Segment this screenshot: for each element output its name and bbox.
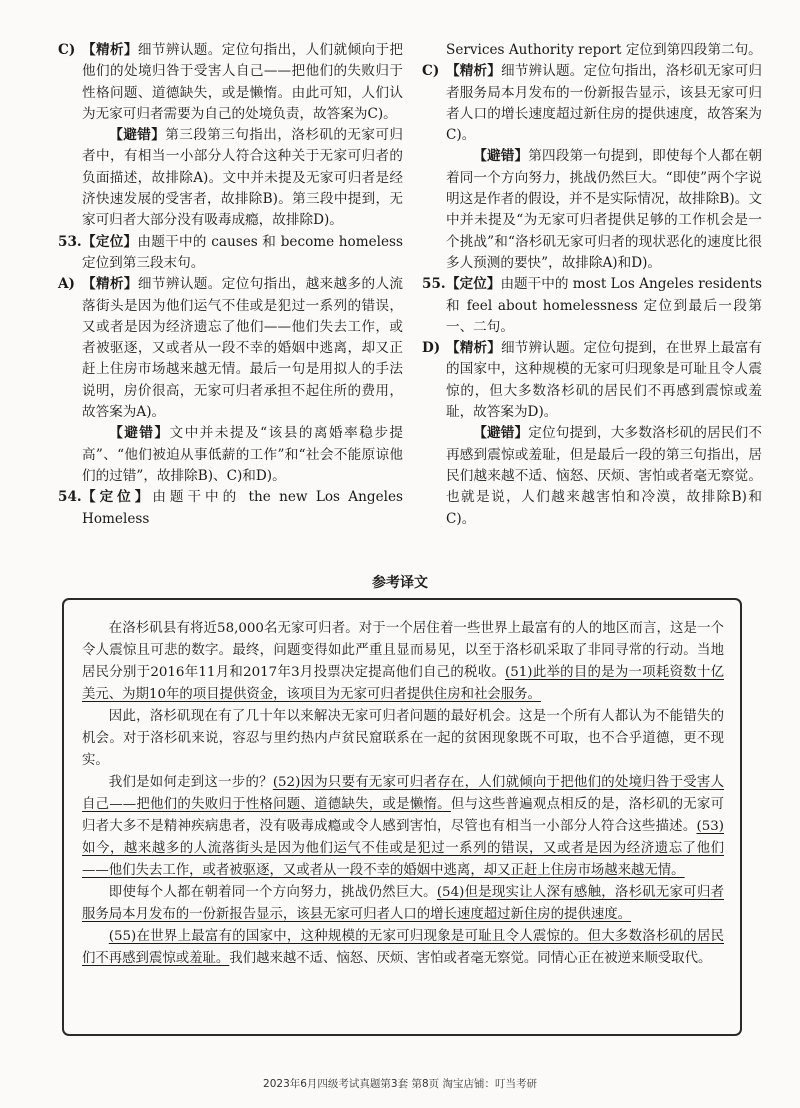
question-number: 54. xyxy=(58,489,82,506)
analysis-text: 细节辨认题。定位句指出，越来越多的人流落街头是因为他们运气不佳或是犯过一系列的错误，又或者是因为经济遗忘了他们——他们失去工作，或者被驱逐，又或者从一段不幸的婚姻中逃离，却又正赶上住房市场越来越无情。最后一句是用拟人的手法说明，房价很高，无家可归者承担不起住所的费用，故答案为A)。 xyxy=(82,276,404,421)
underlined-answer-52: (52)因为只要有无家可归者存在，人们就倾向于把他们的处境归咎于受害人自己——把他们的失败归于性格问题、道德缺失，或是懒惰。 xyxy=(82,775,724,812)
right-column xyxy=(422,40,762,530)
error-avoid-tag: 【避错】 xyxy=(109,127,166,144)
answer-55 xyxy=(422,338,762,530)
locate-text: 由题干中的 most Los Angeles residents 和 feel about homelessness 定位到最后一段第一、二句。 xyxy=(446,276,763,335)
locate-tag: 【定位】 xyxy=(82,233,138,250)
paragraph-text: 我们越来越不适、恼怒、厌烦、害怕或者毫无察觉。同情心正在被逆来顺受取代。 xyxy=(229,951,712,966)
answer-label: D) xyxy=(422,340,441,357)
error-avoid-tag: 【避错】 xyxy=(473,425,529,442)
analysis-tag: 【精析】 xyxy=(82,42,138,58)
analysis-text: 细节辨认题。定位句指出，人们就倾向于把他们的处境归咎于受害人自己——把他们的失败归于性格问题、道德缺失，或是懒惰。由此可知，人们认为无家可归者需要为自己的处境负责，故答案为C)。 xyxy=(82,42,404,122)
answer-label: C) xyxy=(422,63,440,80)
error-avoid-text: 定位句提到，大多数洛杉矶的居民们不再感到震惊或羞耻，但是最后一段的第三句指出，居民们越来越不适、恼怒、厌烦、害怕或者毫无察觉。也就是说，人们越来越害怕和冷漠，故排除B)和C)。 xyxy=(446,425,763,527)
locate-text: 由题干中的 causes 和 become homeless 定位到第三段末句。 xyxy=(82,233,403,271)
underlined-answer-53: (53)如今，越来越多的人流落街头是因为他们运气不佳或是犯过一系列的错误，又或者是因为经济遗忘了他们——他们失去工作，或者被驱逐，又或者从一段不幸的婚姻中逃离，却又正赶上住房市场越来越无情。 xyxy=(82,819,724,878)
translation-heading: 参考译文 xyxy=(372,575,428,591)
question-54-locate xyxy=(58,487,403,530)
translation-paragraph-2: 因此，洛杉矶现在有了几十年以来解决无家可归者问题的最好机会。这是一个所有人都认为不能错失的机会。对于洛杉矶来说，容忍与里约热内卢贫民窟联系在一起的贫困现象既不可取，也不合乎道德，更不现实。 xyxy=(82,709,724,768)
analysis-tag: 【精析】 xyxy=(82,276,138,293)
paragraph-text: 在洛杉矶县有将近58,000名无家可归者。对于一个居住着一些世界上最富有的人的地区而言，这是一个令人震惊且可悲的数字。最终，问题变得如此严重且显而易见，以至于洛杉矶采取了非同寻常的行动。当地居民分别于2016年11月和2017年3月投票决定提高他们自己的税收。 xyxy=(82,621,724,680)
translation-paragraph-4 xyxy=(82,882,724,926)
paragraph-text: 我们是如何走到这一步的？ xyxy=(108,775,273,790)
analysis-text: 细节辨认题。定位句指出，洛杉矶无家可归者服务局本月发布的一份新报告显示，该县无家可归者人口的增长速度超过新住房的提供速度，故答案为C)。 xyxy=(446,63,762,144)
answer-54 xyxy=(422,61,762,274)
locate-tag: 【定位】 xyxy=(446,276,501,293)
translation-box xyxy=(62,598,742,1036)
answer-53 xyxy=(58,274,403,487)
answer-label: A) xyxy=(58,276,75,293)
analysis-tag: 【精析】 xyxy=(446,340,501,357)
analysis-text: 细节辨认题。定位句提到，在世界上最富有的国家中，这种规模的无家可归现象是可耻且令人震惊的，但大多数洛杉矶的居民们不再感到震惊或羞耻，故答案为D)。 xyxy=(446,340,762,421)
answer-52 xyxy=(58,40,403,232)
error-avoid-tag: 【避错】 xyxy=(473,148,529,165)
question-55-locate xyxy=(422,274,762,338)
error-avoid-tag: 【避错】 xyxy=(109,425,170,442)
left-column xyxy=(58,40,403,530)
locate-text: 由题干中的 the new Los Angeles Homeless xyxy=(82,489,403,527)
question-53-locate xyxy=(58,232,403,275)
translation-paragraph-5 xyxy=(82,926,724,970)
translation-paragraph-3 xyxy=(82,772,724,882)
question-number: 55. xyxy=(422,276,446,293)
answer-label: C) xyxy=(58,42,76,58)
translation-paragraph-1 xyxy=(82,618,724,706)
paragraph-text: 但与这些普遍观点相反的是，洛杉矶的无家可归者大多不是精神疾病患者，没有吸毒成瘾或令人感到害怕，尽管也有相当一小部分人符合这些描述。 xyxy=(82,797,725,834)
paragraph-text: 即使每个人都在朝着同一个方向努力，挑战仍然巨大。 xyxy=(108,885,437,900)
error-avoid-text: 第三段第三句指出，洛杉矶的无家可归者中，有相当一小部分人符合这种关于无家可归者的负面描述，故排除A)。文中并未提及无家可归者是经济快速发展的受害者，故排除B)。第三段中提到，无家可归者大部分没有吸毒成瘾，故排除D)。 xyxy=(82,127,404,229)
locate-tag: 【定位】 xyxy=(82,489,153,506)
error-avoid-text: 文中并未提及“该县的离婚率稳步提高”、“他们被迫从事低薪的工作”和“社会不能原谅他们的过错”，故排除B)、C)和D)。 xyxy=(82,425,404,484)
underlined-answer-55: (55)在世界上最富有的国家中，这种规模的无家可归现象是可耻且令人震惊的。但大多数洛杉矶的居民们不再感到震惊或羞耻。 xyxy=(82,929,724,966)
underlined-answer-54: (54)但是现实让人深有感触，洛杉矶无家可归者服务局本月发布的一份新报告显示，该县无家可归者人口的增长速度超过新住房的提供速度。 xyxy=(82,885,724,922)
question-54-locate-continued: Services Authority report 定位到第四段第二句。 xyxy=(446,42,762,58)
question-number: 53. xyxy=(58,233,82,250)
analysis-tag: 【精析】 xyxy=(446,63,501,80)
underlined-answer-51: (51)此举的目的是为一项耗资数十亿美元、为期10年的项目提供资金，该项目为无家可归者提供住房和社会服务。 xyxy=(82,665,724,702)
error-avoid-text: 第四段第一句提到，即使每个人都在朝着同一个方向努力，挑战仍然巨大。“即使”两个字说明这是作者的假设，并不是实际情况，故排除B)。文中并未提及“为无家可归者提供足够的工作机会是一个挑战”和“洛杉矶无家可归者的现状恶化的速度比很多人预测的要快”，故排除A)和D)。 xyxy=(446,148,763,271)
page-footer: 2023年6月四级考试真题第3套 第8页 淘宝店铺：叮当考研 xyxy=(263,1078,537,1090)
